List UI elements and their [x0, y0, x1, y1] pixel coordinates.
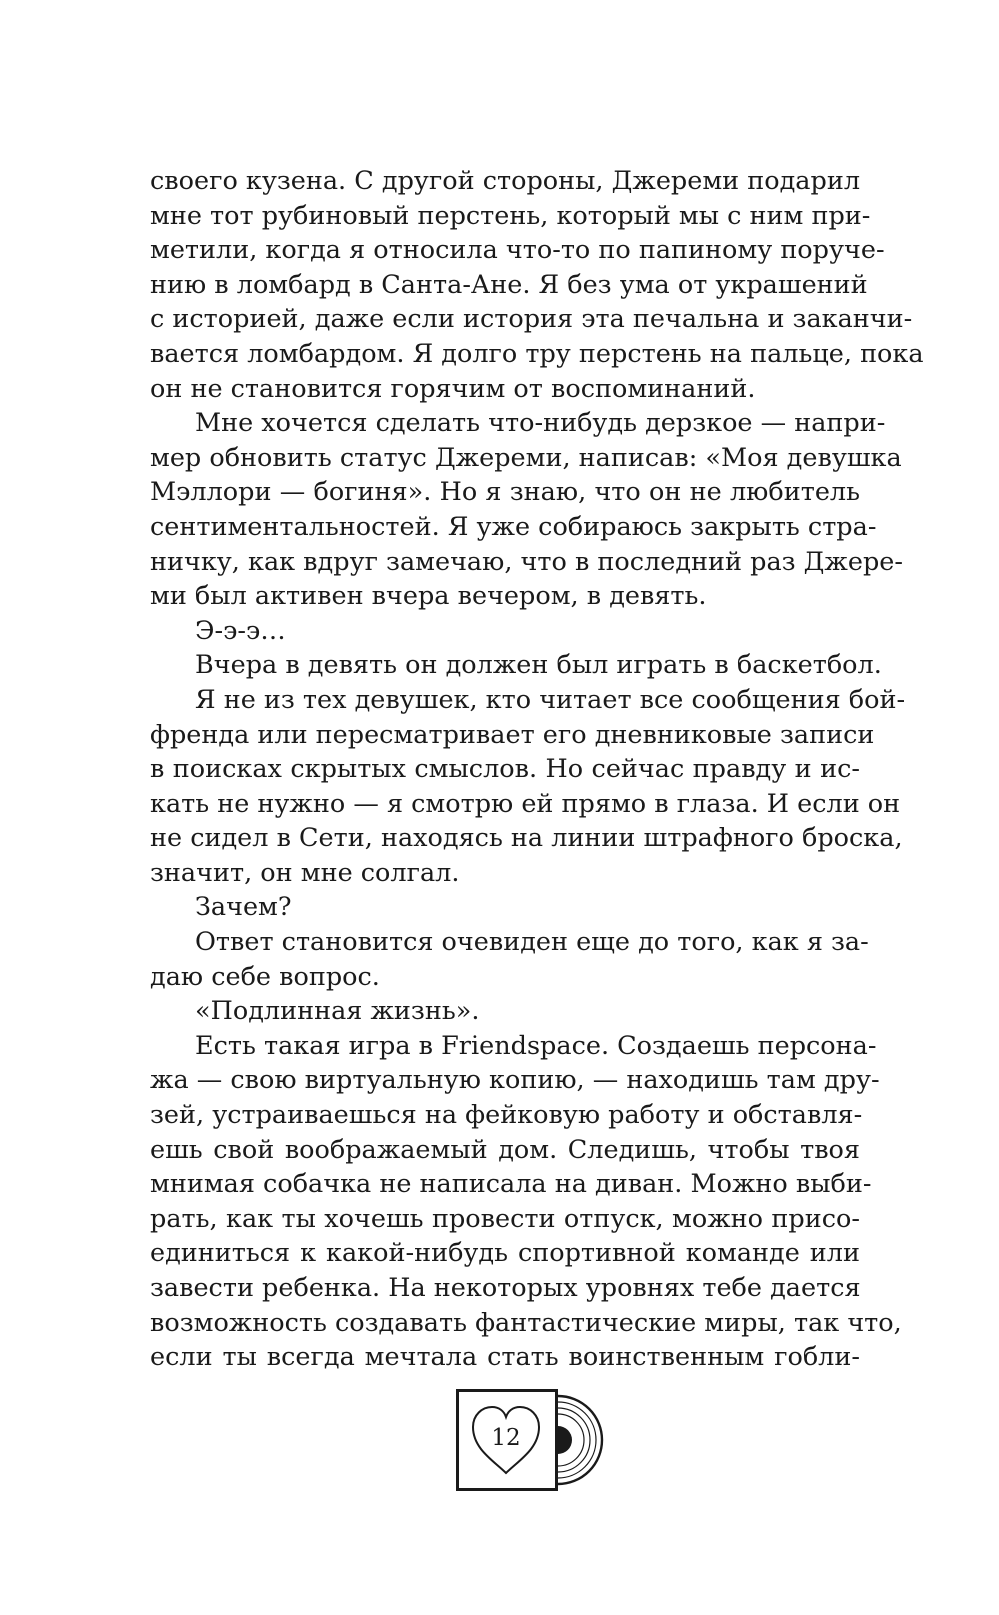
text-line: значит, он мне солгал.: [150, 857, 460, 888]
text-line: нию в ломбард в Санта-Ане. Я без ума от украшений: [150, 269, 868, 300]
text-line: даю себе вопрос.: [150, 961, 380, 992]
text-line: вается ломбардом. Я долго тру перстень на пальце, пока: [150, 338, 924, 369]
page-footer: [456, 1389, 606, 1491]
text-line: с историей, даже если история эта печальна и заканчи-: [150, 304, 913, 335]
text-line: ешь свой воображаемый дом. Следишь, чтобы твоя: [150, 1134, 860, 1165]
text-line: рать, как ты хочешь провести отпуск, можно присо-: [150, 1203, 860, 1234]
text-line: зей, устраиваешься на фейковую работу и обставля-: [150, 1100, 863, 1131]
text-line: если ты всегда мечтала стать воинственным гобли-: [150, 1342, 860, 1373]
text-line: в поисках скрытых смыслов. Но сейчас правду и ис-: [150, 754, 860, 785]
text-line: Зачем?: [195, 892, 292, 923]
text-line: мнимая собачка не написала на диван. Можно выби-: [150, 1169, 872, 1200]
body-text: [150, 164, 924, 1375]
text-line: Мэллори — богиня». Но я знаю, что он не любитель: [150, 477, 860, 508]
text-line: Э-э-э…: [195, 615, 286, 646]
text-line: не сидел в Сети, находясь на линии штрафного броска,: [150, 823, 903, 854]
text-line: возможность создавать фантастические миры, так что,: [150, 1307, 902, 1338]
text-line: мне тот рубиновый перстень, который мы с ним при-: [150, 200, 871, 231]
text-line: ми был активен вчера вечером, в девять.: [150, 581, 707, 612]
text-line: Я не из тех девушек, кто читает все сообщения бой-: [195, 684, 906, 715]
text-line: «Подлинная жизнь».: [195, 996, 480, 1027]
text-line: Есть такая игра в Friendspace. Создаешь персона-: [195, 1030, 877, 1061]
text-line: завести ребенка. На некоторых уровнях тебе дается: [150, 1273, 861, 1303]
text-line: своего кузена. С другой стороны, Джереми подарил: [150, 166, 861, 196]
text-line: Вчера в девять он должен был играть в баскетбол.: [195, 650, 882, 681]
text-line: он не становится горячим от воспоминаний.: [150, 373, 756, 404]
text-line: жа — свою виртуальную копию, — находишь там дру-: [150, 1065, 880, 1096]
page-number: 12: [491, 1425, 521, 1451]
text-line: френда или пересматривает его дневниковые записи: [150, 719, 875, 750]
text-line: ничку, как вдруг замечаю, что в последний раз Джере-: [150, 546, 903, 577]
text-line: Ответ становится очевиден еще до того, как я за-: [195, 927, 869, 958]
text-line: метили, когда я относила что-то по папиному поруче-: [150, 235, 885, 266]
text-line: сентиментальностей. Я уже собираюсь закрыть стра-: [150, 511, 877, 542]
text-line: мер обновить статус Джереми, написав: «Моя девушка: [150, 442, 902, 473]
text-line: единиться к какой-нибудь спортивной команде или: [150, 1238, 860, 1269]
text-line: кать не нужно — я смотрю ей прямо в глаза. И если он: [150, 788, 901, 819]
text-line: Мне хочется сделать что-нибудь дерзкое — напри-: [195, 408, 886, 439]
